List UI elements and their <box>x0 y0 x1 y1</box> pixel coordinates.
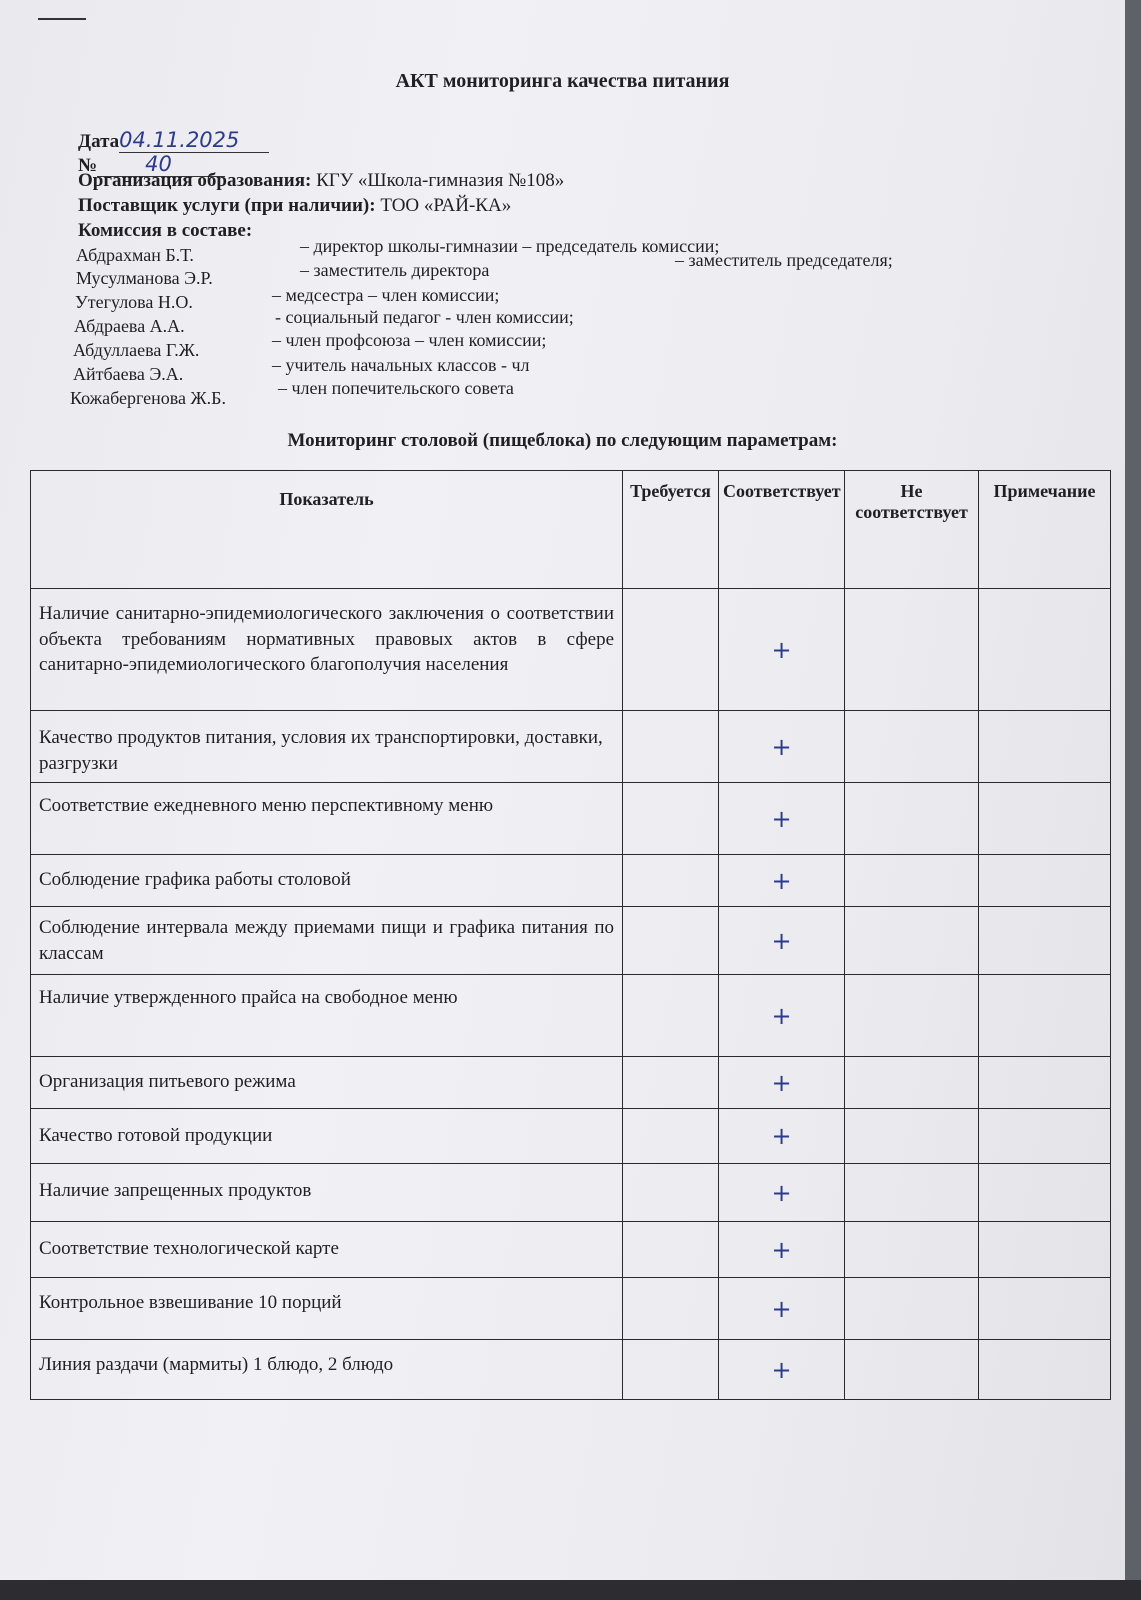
member-name: Айтбаева Э.А. <box>73 364 184 384</box>
member-name: Кожабергенова Ж.Б. <box>70 388 226 408</box>
member-role: – медсестра – член комиссии; <box>272 285 500 305</box>
table-row <box>31 907 1111 975</box>
column-header: Соответствует <box>719 471 845 589</box>
indicator-cell: Соблюдение интервала между приемами пищи и графика питания по классам <box>31 907 623 975</box>
member-role: – член профсоюза – член комиссии; <box>272 330 547 350</box>
member-role-extra: – заместитель председателя; <box>675 250 893 270</box>
indicator-cell: Наличие утвержденного прайса на свободное меню <box>31 975 623 1057</box>
match-mark: + <box>719 1222 845 1278</box>
match-mark: + <box>719 975 845 1057</box>
indicator-cell: Качество готовой продукции <box>31 1109 623 1164</box>
indicator-cell: Соответствие ежедневного меню перспективному меню <box>31 783 623 855</box>
corner-mark <box>38 18 86 20</box>
indicator-cell: Качество продуктов питания, условия их транспортировки, доставки, разгрузки <box>31 711 623 783</box>
member-name: Абдрахман Б.Т. <box>76 245 194 265</box>
match-mark: + <box>719 1278 845 1340</box>
member-role: – член попечительского совета <box>278 378 514 398</box>
supplier-value: ТОО «РАЙ-КА» <box>380 195 512 216</box>
indicator-cell: Соблюдение графика работы столовой <box>31 855 623 907</box>
match-mark: + <box>719 1109 845 1164</box>
organization-label: Организация образования: <box>78 170 312 191</box>
date-label: Дата <box>78 131 120 152</box>
member-name: Мусулманова Э.Р. <box>76 268 213 288</box>
member-name: Абдраева А.А. <box>74 316 185 336</box>
column-header: Показатель <box>31 471 623 589</box>
match-mark: + <box>719 783 845 855</box>
member-name: Утегулова Н.О. <box>75 292 193 312</box>
supplier-label: Поставщик услуги (при наличии): <box>78 195 376 216</box>
member-role: - социальный педагог - член комиссии; <box>275 307 574 327</box>
member-name: Абдуллаева Г.Ж. <box>73 340 200 360</box>
match-mark: + <box>719 1340 845 1400</box>
match-mark: + <box>719 711 845 783</box>
table-row <box>31 1164 1111 1222</box>
match-mark: + <box>719 589 845 711</box>
organization-value: КГУ «Школа-гимназия №108» <box>316 170 565 191</box>
table-row <box>31 1057 1111 1109</box>
commission-heading: Комиссия в составе: <box>78 220 253 241</box>
member-role: – директор школы-гимназии – председатель комиссии; <box>300 236 720 256</box>
number-label: № <box>78 155 98 176</box>
monitoring-table <box>30 470 1111 1400</box>
number-value: 40 <box>97 152 225 177</box>
indicator-cell: Наличие санитарно-эпидемиологического заключения о соответствии объекта требованиям нормативных правовых актов в сфере санитарно-эпидемиологического благополучия населения <box>31 589 623 711</box>
supplier-line <box>78 195 511 217</box>
table-row <box>31 1222 1111 1278</box>
table-row <box>31 783 1111 855</box>
table-row <box>31 1278 1111 1340</box>
indicator-cell: Организация питьевого режима <box>31 1057 623 1109</box>
match-mark: + <box>719 1164 845 1222</box>
organization-line <box>78 170 564 192</box>
indicator-cell: Соответствие технологической карте <box>31 1222 623 1278</box>
column-header: Примечание <box>979 471 1111 589</box>
monitoring-subtitle: Мониторинг столовой (пищеблока) по следующим параметрам: <box>287 430 838 451</box>
desk-surface <box>0 1580 1141 1600</box>
date-line <box>78 128 269 153</box>
indicator-cell: Контрольное взвешивание 10 порций <box>31 1278 623 1340</box>
column-header: Не соответствует <box>845 471 979 589</box>
table-row <box>31 1109 1111 1164</box>
member-role: – учитель начальных классов - чл <box>272 355 530 375</box>
table-header-row <box>31 471 1111 589</box>
document-title: АКТ мониторинга качества питания <box>395 70 730 92</box>
table-row <box>31 975 1111 1057</box>
table-row <box>31 711 1111 783</box>
match-mark: + <box>719 855 845 907</box>
match-mark: + <box>719 1057 845 1109</box>
match-mark: + <box>719 907 845 975</box>
date-value: 04.11.2025 <box>119 128 269 153</box>
column-header: Требуется <box>623 471 719 589</box>
table-row <box>31 855 1111 907</box>
table-row <box>31 1340 1111 1400</box>
table-row <box>31 589 1111 711</box>
indicator-cell: Линия раздачи (мармиты) 1 блюдо, 2 блюдо <box>31 1340 623 1400</box>
indicator-cell: Наличие запрещенных продуктов <box>31 1164 623 1222</box>
member-role: – заместитель директора <box>300 260 490 280</box>
